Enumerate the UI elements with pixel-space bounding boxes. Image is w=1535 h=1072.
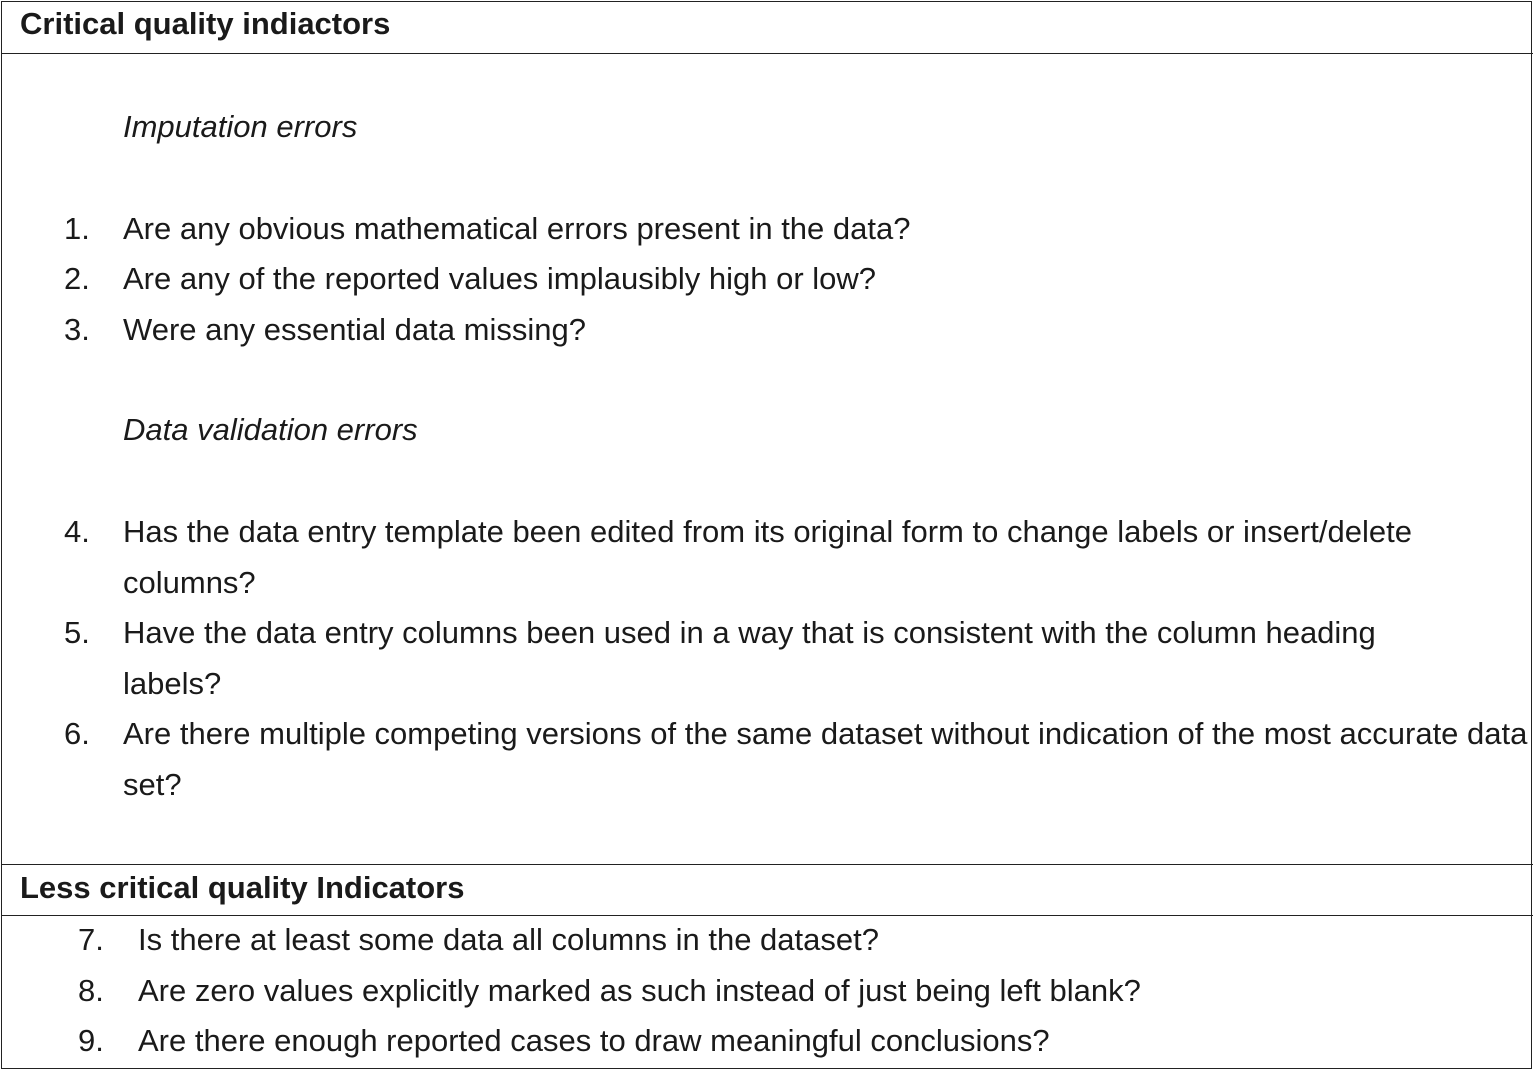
list-item xyxy=(78,1016,1518,1067)
list-item-text: Are any of the reported values implausibly high or low? xyxy=(123,261,877,296)
list-item xyxy=(64,709,1534,810)
list-item-text: Is there at least some data all columns in the dataset? xyxy=(138,922,879,957)
list-item xyxy=(78,915,1518,966)
list-item-number: 6. xyxy=(64,716,90,751)
list-item-text: Are zero values explicitly marked as such instead of just being left blank? xyxy=(138,973,1141,1008)
list-item xyxy=(64,507,1434,608)
list-item-text: Are any obvious mathematical errors present in the data? xyxy=(123,211,911,246)
list-item xyxy=(64,204,1484,255)
list-item-text: Were any essential data missing? xyxy=(123,312,586,347)
list-item-text: Has the data entry template been edited from its original form to change labels or insert/delete columns? xyxy=(123,514,1412,600)
less-critical-section-title: Less critical quality Indicators xyxy=(20,870,465,905)
list-item-text: Are there enough reported cases to draw meaningful conclusions? xyxy=(138,1023,1050,1058)
list-item-number: 3. xyxy=(64,312,90,347)
list-item-number: 5. xyxy=(64,615,90,650)
list-item-number: 4. xyxy=(64,514,90,549)
list-item-number: 7. xyxy=(78,922,104,957)
critical-section-title: Critical quality indiactors xyxy=(20,6,391,41)
list-item xyxy=(64,305,1484,356)
list-item-number: 2. xyxy=(64,261,90,296)
list-item-number: 8. xyxy=(78,973,104,1008)
list-item-text: Are there multiple competing versions of the same dataset without indication of the most accurate data set? xyxy=(123,716,1528,802)
list-item-number: 9. xyxy=(78,1023,104,1058)
list-item xyxy=(78,966,1518,1017)
imputation-errors-subheading: Imputation errors xyxy=(123,109,358,144)
data-validation-errors-subheading: Data validation errors xyxy=(123,412,418,447)
list-item-text: Have the data entry columns been used in a way that is consistent with the column heading labels? xyxy=(123,615,1376,701)
list-item-number: 1. xyxy=(64,211,90,246)
list-item xyxy=(64,608,1464,709)
header-divider xyxy=(1,53,1533,54)
list-item xyxy=(64,254,1484,305)
